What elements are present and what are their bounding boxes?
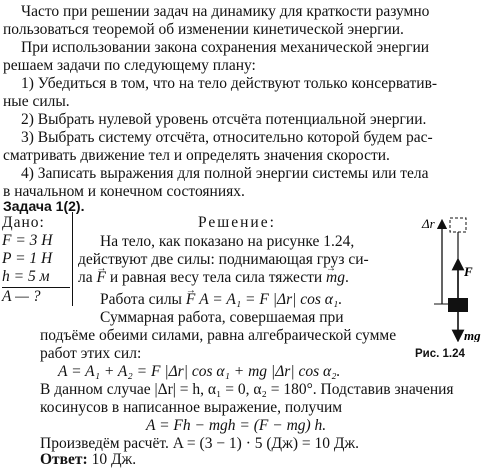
find: A — ? [2,288,41,305]
solution-line: Работа силы → F A = A₁ = F |Δr| cos α₁. [100,291,342,308]
step-1: ные силы. [3,93,70,110]
given-F: F = 3 Н [2,232,53,249]
given-h: h = 5 м [2,268,50,285]
force-diagram [420,212,494,342]
task-title: Задача 1(2). [3,198,85,214]
given-P: P = 1 Н [2,250,53,267]
solution-line: работ этих сил: [40,345,142,362]
equation-result: A = Fh − mgh = (F − mg) h. [146,417,327,434]
given-block [2,214,72,306]
step-3: сматривать движение тел и определять значения скорости. [3,147,390,164]
load-block [448,298,468,312]
answer-line [40,451,136,468]
solution-title: Решение: [198,214,276,231]
intro-text: пользоваться теоремой об изменении кинетической энергии. [3,21,404,38]
calculation-line: Произведём расчёт. A = (3 − 1) · 5 (Дж) = 10 Дж. [40,435,360,452]
solution-line: ла → F и равная весу тела сила тяжести → mg. [78,269,349,286]
solution-line: подъёме обеими силами, равна алгебраической сумме [40,327,397,344]
solution-line: косинусов в написанное выражение, получим [40,399,343,416]
figure-1-24 [420,212,494,412]
step-1: 1) Убедиться в том, что на тело действуют только консерватив- [21,75,438,92]
given-title: Дано: [2,214,45,231]
step-2: 2) Выбрать нулевой уровень отсчёта потенциальной энергии. [21,111,427,128]
given-vertical-divider [72,212,73,306]
initial-position-box [450,218,466,232]
intro-text: При использовании закона сохранения механической энергии [21,39,430,56]
equation-total-work: A = A₁ + A₂ = F |Δr| cos α₁ + mg |Δr| cos α₂. [58,363,341,380]
solution-line: На тело, как показано на рисунке 1.24, [100,233,355,250]
step-4: в начальном и конечном состояниях. [3,183,245,200]
intro-text: решаем задачи по следующему плану: [3,57,256,74]
label-dr: Δr [422,216,435,231]
answer-label: Ответ: [40,451,88,468]
label-mg: mg [464,328,481,342]
given-divider [2,287,70,288]
intro-text: Часто при решении задач на динамику для краткости разумно [21,3,430,20]
step-3: 3) Выбрать систему отсчёта, относительно которой будем рас- [21,129,433,146]
figure-caption: Рис. 1.24 [415,348,465,360]
answer-value: 10 Дж. [91,451,137,468]
solution-line: Суммарная работа, совершаемая при [100,309,344,326]
label-f: F [464,264,473,279]
step-4: 4) Записать выражения для полной энергии системы или тела [21,165,429,182]
solution-line: действуют две силы: поднимающая груз си- [78,251,369,268]
solution-line: В данном случае |Δr| = h, α₁ = 0, α₂ = 180°. Подставив значения [40,381,454,398]
